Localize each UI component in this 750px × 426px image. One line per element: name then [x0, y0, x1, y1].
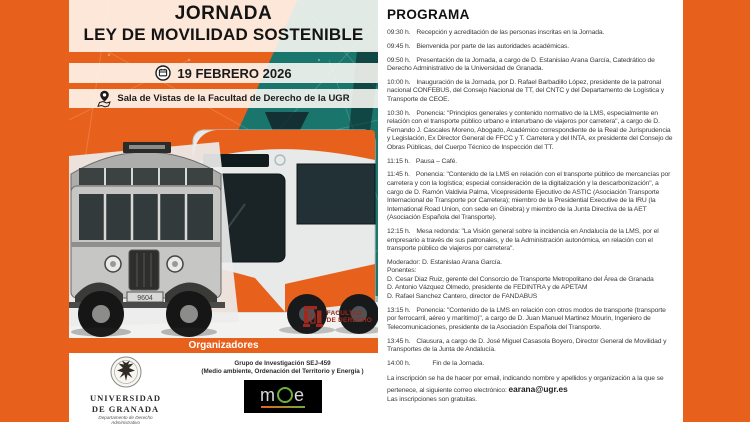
ugr-crest-icon: [110, 356, 142, 388]
program-item-time: 09:50 h.: [387, 56, 411, 64]
research-group-line2: (Medio ambiente, Ordenación del Territorio y Energía ): [201, 368, 364, 376]
program-item-time: 12:15 h.: [387, 228, 411, 235]
program-item-text: Recepción y acreditación de las personas inscritas en la Jornada.: [416, 29, 605, 36]
program-item-text: Ponencia: "Contenido de la LMS en relación con el transporte público de mercancías por carretera y con la logística; especial consideración de la digitalización y la descarbonización", a cargo de D. Ramón Valdivia Palma, Vicepresidente Ejecutivo de ASTIC (Asociación Transporte Internacional de Transporte por Carretera); miembro de la Presidential Executive de la IRU (la International Road Union, con sede en Ginebra) y miembro de la Junta Directiva de la AET (Asociación Española del Transporte).: [387, 171, 671, 222]
moe-logo-e: e: [293, 384, 305, 405]
registration-line1: La inscripción se ha de hacer por email, indicando nombre y apellidos y organización a la que se pertenece, al siguiente correo electrónico:: [387, 375, 664, 395]
event-venue: Sala de Vistas de la Facultad de Derecho de la UGR: [117, 93, 350, 104]
program-heading: PROGRAMA: [387, 7, 470, 22]
moe-logo-subtext: [261, 406, 305, 409]
event-poster: [69, 0, 378, 426]
left-orange-band: [0, 0, 69, 422]
program-item-time: 14:00 h.: [387, 359, 411, 367]
program-item: [387, 171, 673, 222]
moe-logo-m: m: [259, 384, 276, 405]
program-item: [387, 79, 673, 105]
research-group-block: [190, 356, 376, 422]
program-panel: [378, 0, 683, 422]
program-item-text: Ponencia: "Principios generales y contenido normativo de la LMS, especialmente en relación con el transporte público urbano e interurbano de viajeros por carretera", a cargo de D. Fernando J. Cascales Moreno, Abogado, Académico correspondiente de la Real de Jurisprudencia y Legislación, Ex Director General de FFCC y T. Carretera y del INTA, ex presidente del Consejo de Obras Públicas, del Cuerpo Técnico de Inspección del TT.: [387, 109, 673, 151]
vintage-bus-plate: 9604: [137, 295, 153, 302]
program-item-text: Clausura, a cargo de D. José Miguel Casasola Boyero, Director General de Movilidad y Transportes de la Junta de Andalucía.: [387, 337, 667, 354]
program-item-time: 10:30 h.: [387, 109, 411, 117]
research-group-line1: Grupo de Investigación SEJ-459: [234, 360, 331, 367]
registration-line2: Las inscripciones son gratuitas.: [387, 396, 478, 404]
buses-illustration: [69, 112, 378, 338]
program-item-text: Ponencia: "Contenido de la LMS en relación con otros modos de transporte (transporte por ferrocarril, aéreo y marítimo)", a cargo de D. Juan Manuel Martinez Mourin, Ingeniero de Telecomunicaciones, presidente de la Asociación Española del Transporte.: [387, 306, 666, 331]
program-item: [387, 228, 673, 302]
program-item-text: Inauguración de la Jornada, por D. Rafael Barbadillo López, presidente de la patronal nacional CONFEBUS, del Consejo Nacional de TT, del CNTC y del Departamento de Logística y Transporte de CEOE.: [387, 78, 665, 103]
vintage-bus-image: [69, 142, 239, 337]
registration-note: [387, 375, 673, 404]
location-pin-icon: [97, 90, 112, 107]
program-item-time: 13:45 h.: [387, 337, 411, 345]
poster-title-line2: LEY DE MOVILIDAD SOSTENIBLE: [83, 24, 364, 44]
poster-title-line1: JORNADA: [174, 3, 273, 24]
faculty-logo-line2: DE DERECHO: [326, 317, 372, 324]
right-orange-band: [683, 0, 750, 422]
program-list: [387, 29, 673, 368]
faculty-of-law-logo: [303, 306, 372, 328]
program-item: [387, 29, 673, 38]
program-item-time: 11:45 h.: [387, 171, 410, 179]
program-item: [387, 43, 673, 52]
title-band: [69, 0, 378, 52]
program-item-time: 09:30 h.: [387, 29, 411, 36]
ugr-name-line2: DE GRANADA: [91, 403, 160, 414]
ugr-logo-block: [72, 356, 180, 426]
program-item-time: 11:15 h.: [387, 157, 410, 165]
program-item: [387, 307, 673, 333]
program-item-time: 09:45 h.: [387, 42, 411, 50]
organizers-bar: Organizadores: [69, 338, 378, 353]
date-band: [69, 63, 378, 83]
ugr-dept-line1: Departamento de Derecho: [98, 414, 153, 420]
registration-email: earana@ugr.es: [508, 384, 568, 395]
program-item: [387, 110, 673, 153]
program-item: [387, 57, 673, 74]
program-item: [387, 360, 673, 369]
event-date: 19 FEBRERO 2026: [177, 65, 292, 81]
moe-logo-o-icon: [277, 387, 293, 403]
ugr-name-line1: UNIVERSIDAD: [90, 393, 161, 403]
moe-logo: [244, 380, 322, 413]
program-item-extra: Moderador: D. Estanislao Arana García. Ponentes: D. Cesar Diaz Ruiz, gerente del Consorcio de Transporte Metropolitano del Área de Granada D. Antonio Vázquez Olmedo, presidente de FEDINTRA y de APETAM D. Rafael Sanchez Cantero, director de FANDABUS: [387, 258, 654, 300]
program-item-text: Presentación de la Jornada, a cargo de D. Estanislao Arana García, Catedrático de Derecho Administrativo de la Universidad de Granada.: [387, 56, 655, 73]
program-item-time: 13:15 h.: [387, 306, 411, 314]
program-item-time: 10:00 h.: [387, 78, 411, 86]
program-item-text: Bienvenida por parte de las autoridades académicas.: [416, 42, 569, 50]
program-item-text: Pausa – Café.: [415, 157, 457, 165]
faculty-logo-line1: FACULTAD: [326, 309, 363, 317]
venue-band: [69, 89, 378, 108]
faculty-columns-icon: [303, 306, 323, 328]
calendar-icon: [155, 65, 171, 81]
program-item: [387, 158, 673, 167]
program-item: [387, 338, 673, 355]
program-item-text: Mesa redonda: "La Visión general sobre la incidencia en Andalucía de la LMS, por el empresario a través de sus patronales, y de la Administración autonómica, en relación con el transporte público de viajeros por carretera".: [387, 228, 659, 253]
organizers-logos: [69, 353, 378, 426]
program-item-text: Fin de la Jornada.: [432, 359, 485, 367]
ugr-dept-line2: Administrativo: [111, 420, 140, 426]
